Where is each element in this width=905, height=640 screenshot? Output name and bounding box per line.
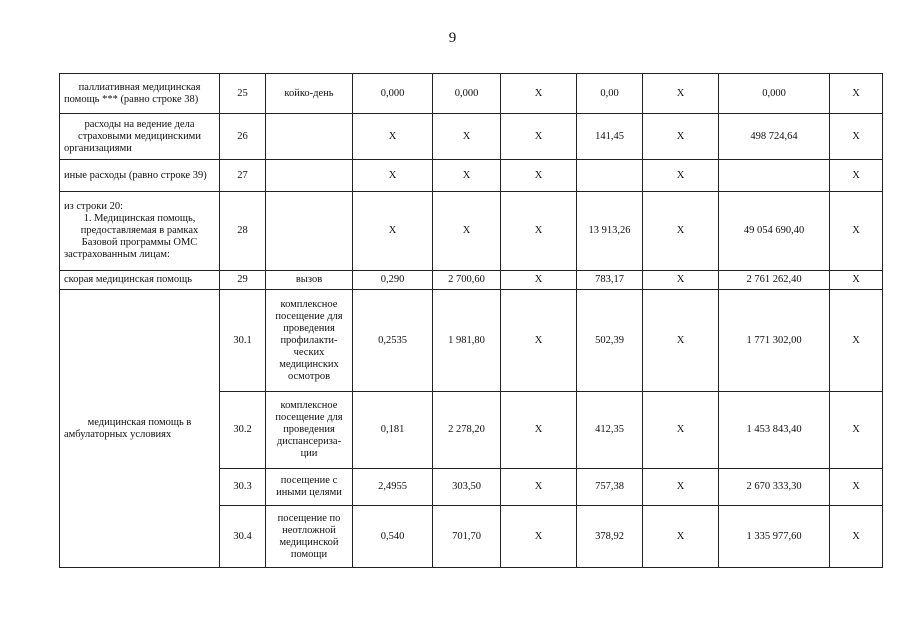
cell-value: Х [643, 506, 719, 568]
cell-value: 2 670 333,30 [719, 469, 830, 506]
cell-value: Х [501, 74, 577, 114]
row-line-number: 26 [220, 114, 266, 160]
cell-value: Х [501, 392, 577, 469]
cell-value: 0,540 [353, 506, 433, 568]
cell-value: Х [433, 160, 501, 192]
cell-value: 0,00 [577, 74, 643, 114]
cell-value: Х [433, 192, 501, 271]
cell-value: Х [643, 114, 719, 160]
cell-value [719, 160, 830, 192]
cell-value: 1 335 977,60 [719, 506, 830, 568]
cell-value: Х [353, 192, 433, 271]
cell-value: Х [501, 506, 577, 568]
cell-value: 502,39 [577, 290, 643, 392]
cell-value: 2 700,60 [433, 271, 501, 290]
cell-value: 141,45 [577, 114, 643, 160]
cell-value: Х [830, 392, 883, 469]
cell-value: Х [643, 469, 719, 506]
cell-value: 1 453 843,40 [719, 392, 830, 469]
cell-value: Х [501, 469, 577, 506]
row-unit [266, 192, 353, 271]
row-unit: посещение по неотложной медицинской помощи [266, 506, 353, 568]
cell-value: 303,50 [433, 469, 501, 506]
cell-value: Х [830, 271, 883, 290]
cell-value: Х [643, 271, 719, 290]
table-row [60, 271, 883, 290]
cell-value: 757,38 [577, 469, 643, 506]
row-unit [266, 160, 353, 192]
cell-value: 412,35 [577, 392, 643, 469]
cell-value: 498 724,64 [719, 114, 830, 160]
cell-value: Х [830, 469, 883, 506]
row-unit: комплексное посещение для проведения диспансериза-ции [266, 392, 353, 469]
row-line-number: 27 [220, 160, 266, 192]
row-line-number: 30.2 [220, 392, 266, 469]
cell-value: 0,000 [719, 74, 830, 114]
cell-value: 49 054 690,40 [719, 192, 830, 271]
table-row [60, 192, 883, 271]
cell-value: 0,000 [353, 74, 433, 114]
cell-value: Х [643, 392, 719, 469]
cell-value: Х [501, 114, 577, 160]
row-line-number: 29 [220, 271, 266, 290]
cell-value: 783,17 [577, 271, 643, 290]
cell-value: Х [433, 114, 501, 160]
cell-value: Х [501, 192, 577, 271]
cell-value: 0,181 [353, 392, 433, 469]
cell-value: 1 771 302,00 [719, 290, 830, 392]
table-row [60, 74, 883, 114]
row-line-number: 25 [220, 74, 266, 114]
cell-value: Х [501, 271, 577, 290]
cell-value: Х [830, 74, 883, 114]
cell-value: Х [643, 74, 719, 114]
row-description: расходы на ведение дела страховыми медицинскими организациями [60, 114, 220, 160]
cell-value: 2 761 262,40 [719, 271, 830, 290]
row-unit: посещение с иными целями [266, 469, 353, 506]
row-unit: койко-день [266, 74, 353, 114]
cell-value: Х [830, 160, 883, 192]
group-description: медицинская помощь в амбулаторных условиях [60, 290, 220, 568]
table-row [60, 290, 883, 392]
cell-value: 0,2535 [353, 290, 433, 392]
row-line-number: 30.1 [220, 290, 266, 392]
cell-value: 0,000 [433, 74, 501, 114]
cell-value: Х [643, 160, 719, 192]
cell-value: 378,92 [577, 506, 643, 568]
row-unit: комплексное посещение для проведения профилакти-ческих медицинских осмотров [266, 290, 353, 392]
row-description: из строки 20: 1. Медицинская помощь, предоставляемая в рамках Базовой программы ОМС застрахованным лицам: [60, 192, 220, 271]
cell-value: Х [353, 160, 433, 192]
cell-value: 2 278,20 [433, 392, 501, 469]
table-row [60, 114, 883, 160]
row-line-number: 28 [220, 192, 266, 271]
cell-value: Х [830, 506, 883, 568]
financing-table [59, 73, 883, 568]
cell-value: Х [830, 290, 883, 392]
cell-value: Х [830, 114, 883, 160]
row-description: скорая медицинская помощь [60, 271, 220, 290]
cell-value: 0,290 [353, 271, 433, 290]
row-unit [266, 114, 353, 160]
cell-value [577, 160, 643, 192]
cell-value: Х [643, 192, 719, 271]
cell-value: Х [353, 114, 433, 160]
row-line-number: 30.3 [220, 469, 266, 506]
row-line-number: 30.4 [220, 506, 266, 568]
cell-value: Х [830, 192, 883, 271]
cell-value: 701,70 [433, 506, 501, 568]
row-description: паллиативная медицинская помощь *** (равно строке 38) [60, 74, 220, 114]
cell-value: Х [643, 290, 719, 392]
cell-value: Х [501, 160, 577, 192]
cell-value: Х [501, 290, 577, 392]
cell-value: 13 913,26 [577, 192, 643, 271]
cell-value: 2,4955 [353, 469, 433, 506]
page-number: 9 [448, 30, 457, 46]
row-description: иные расходы (равно строке 39) [60, 160, 220, 192]
cell-value: 1 981,80 [433, 290, 501, 392]
row-unit: вызов [266, 271, 353, 290]
table-row [60, 160, 883, 192]
